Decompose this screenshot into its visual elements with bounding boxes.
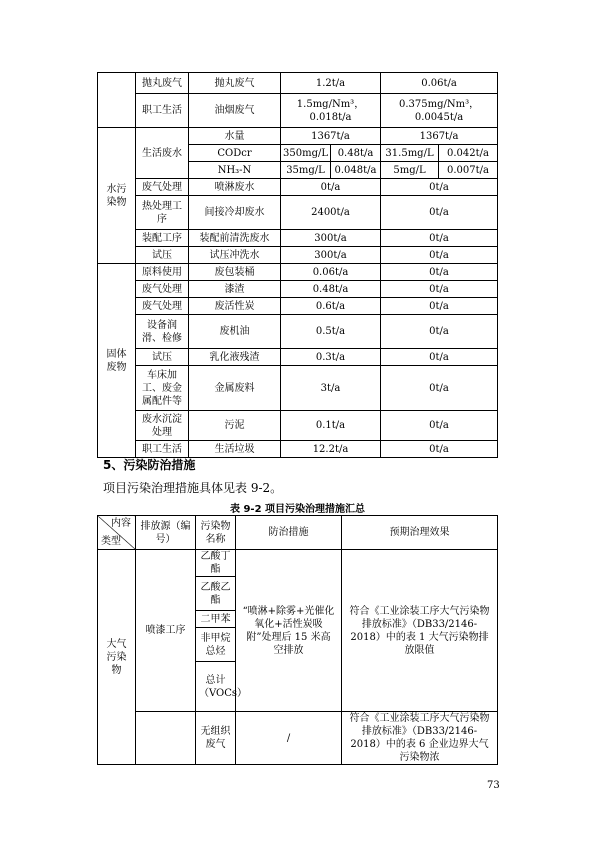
row-source: 废活性炭 — [189, 298, 281, 315]
emission-source: 喷漆工序 — [136, 550, 196, 712]
header-diagonal-cell — [98, 516, 136, 550]
conc-dis: 5mg/L — [381, 162, 439, 179]
pollutant-name: 乙酸乙酯 — [196, 577, 236, 611]
header-source: 排放源（编号） — [136, 516, 196, 550]
row-generated: 0.06t/a — [281, 264, 381, 281]
section-heading: 5、污染防治措施 — [103, 458, 196, 472]
treatment-measure: “喷淋+除雾+光催化氧化+活性炭吸附”处理后 15 米高空排放 — [236, 550, 342, 712]
pollutant-name: 非甲烷总烃 — [196, 628, 236, 662]
row-generated: 300t/a — [281, 230, 381, 247]
page-number: 73 — [487, 780, 500, 791]
row-source: 抛丸废气 — [189, 73, 281, 94]
row-generated: 0.1t/a — [281, 411, 381, 441]
pollutant-name: 乙酸丁酯 — [196, 550, 236, 577]
pollutant-name: 总计（VOCs） — [196, 662, 236, 712]
row-discharged: 0t/a — [381, 264, 498, 281]
row-sub: 热处理工序 — [136, 196, 189, 230]
unorganized-measure: / — [236, 712, 342, 765]
row-discharged: 0t/a — [381, 411, 498, 441]
row-discharged: 0t/a — [381, 349, 498, 366]
table-caption: 表 9-2 项目污染治理措施汇总 — [229, 504, 366, 515]
row-sub: 废水沉淀处理 — [136, 411, 189, 441]
row-source: 废包装桶 — [189, 264, 281, 281]
row-item: NH₃-N — [189, 162, 281, 179]
emissions-table — [97, 72, 498, 458]
row-discharged: 0.375mg/Nm³，0.0045t/a — [381, 94, 498, 128]
row-source: 漆渣 — [189, 281, 281, 298]
row-source: 间接冷却废水 — [189, 196, 281, 230]
header-measure: 防治措施 — [236, 516, 342, 550]
row-generated: 0.5t/a — [281, 315, 381, 349]
row-discharged: 0t/a — [381, 281, 498, 298]
row-sub: 原料使用 — [136, 264, 189, 281]
domestic-wastewater-label: 生活废水 — [136, 128, 189, 179]
row-generated: 300t/a — [281, 247, 381, 264]
measures-table — [97, 515, 498, 765]
row-sub: 装配工序 — [136, 230, 189, 247]
row-sub: 设备润滑、检修 — [136, 315, 189, 349]
row-discharged: 0t/a — [381, 196, 498, 230]
solid-category: 固体废物 — [98, 264, 136, 458]
water-category: 水污染物 — [98, 128, 136, 264]
row-discharged: 0t/a — [381, 298, 498, 315]
mass-gen: 0.048t/a — [331, 162, 381, 179]
row-sub: 职工生活 — [136, 441, 189, 458]
row-source: 金属废料 — [189, 366, 281, 411]
pollutant-name: 二甲苯 — [196, 611, 236, 628]
row-generated: 0.48t/a — [281, 281, 381, 298]
row-source: 装配前清洗废水 — [189, 230, 281, 247]
row-generated: 1.5mg/Nm³，0.018t/a — [281, 94, 381, 128]
mass-dis: 0.042t/a — [439, 145, 498, 162]
row-discharged: 0t/a — [381, 179, 498, 196]
row-generated: 1367t/a — [281, 128, 381, 145]
air-pollutant-category: 大气污染物 — [98, 550, 136, 765]
row-discharged: 0.06t/a — [381, 73, 498, 94]
unorganized-pollutant: 无组织废气 — [196, 712, 236, 765]
row-source: 试压冲洗水 — [189, 247, 281, 264]
row-discharged: 0t/a — [381, 441, 498, 458]
row-generated: 0.3t/a — [281, 349, 381, 366]
row-sub: 废气处理 — [136, 179, 189, 196]
row-generated: 0t/a — [281, 179, 381, 196]
row-generated: 0.6t/a — [281, 298, 381, 315]
row-generated: 2400t/a — [281, 196, 381, 230]
header-pollutant: 污染物名称 — [196, 516, 236, 550]
conc-gen: 35mg/L — [281, 162, 331, 179]
row-item: 水量 — [189, 128, 281, 145]
row-sub: 试压 — [136, 247, 189, 264]
row-sub: 废气处理 — [136, 281, 189, 298]
expected-effect: 符合《工业涂装工序大气污染物排放标准》（DB33/2146-2018）中的表 1 大气污染物排放限值 — [342, 550, 498, 712]
row-sub: 废气处理 — [136, 298, 189, 315]
row-item: CODcr — [189, 145, 281, 162]
row-discharged: 0t/a — [381, 230, 498, 247]
row-discharged: 0t/a — [381, 315, 498, 349]
header-type: 类型 — [101, 536, 121, 547]
header-effect: 预期治理效果 — [342, 516, 498, 550]
row-discharged: 0t/a — [381, 247, 498, 264]
row-source: 喷淋废水 — [189, 179, 281, 196]
empty-source-cell — [136, 712, 196, 765]
row-generated: 3t/a — [281, 366, 381, 411]
row-discharged: 1367t/a — [381, 128, 498, 145]
air-category-cell — [98, 73, 136, 128]
mass-gen: 0.48t/a — [331, 145, 381, 162]
header-content: 内容 — [111, 518, 131, 529]
conc-gen: 350mg/L — [281, 145, 331, 162]
row-sub: 抛丸废气 — [136, 73, 189, 94]
row-sub: 车床加工、废金属配件等 — [136, 366, 189, 411]
row-sub: 试压 — [136, 349, 189, 366]
row-generated: 1.2t/a — [281, 73, 381, 94]
row-generated: 12.2t/a — [281, 441, 381, 458]
row-source: 污泥 — [189, 411, 281, 441]
unorganized-effect: 符合《工业涂装工序大气污染物排放标准》（DB33/2146-2018）中的表 6 企业边界大气污染物浓 — [342, 712, 498, 765]
intro-paragraph: 项目污染治理措施具体见表 9-2。 — [103, 481, 283, 495]
mass-dis: 0.007t/a — [439, 162, 498, 179]
row-discharged: 0t/a — [381, 366, 498, 411]
row-source: 油烟废气 — [189, 94, 281, 128]
row-sub: 职工生活 — [136, 94, 189, 128]
row-source: 生活垃圾 — [189, 441, 281, 458]
conc-dis: 31.5mg/L — [381, 145, 439, 162]
row-source: 废机油 — [189, 315, 281, 349]
row-source: 乳化液残渣 — [189, 349, 281, 366]
